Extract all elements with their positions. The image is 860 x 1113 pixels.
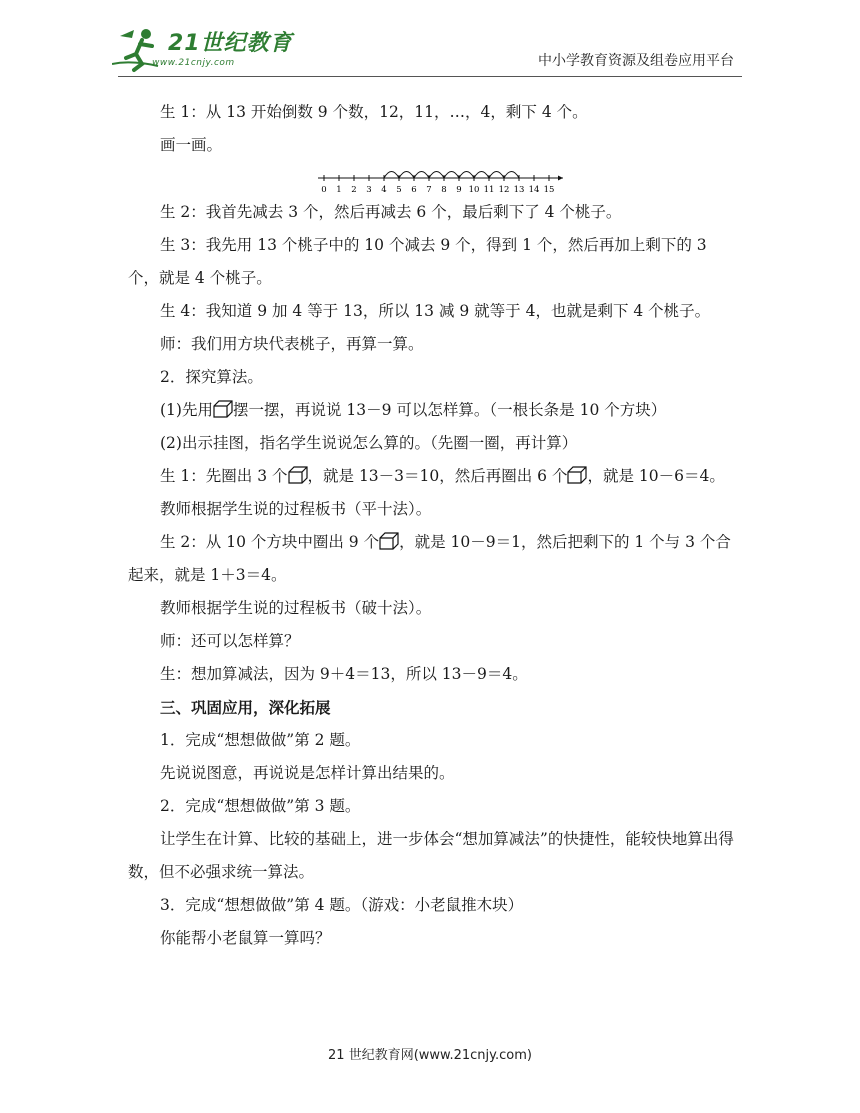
paragraph: 3．完成“想想做做”第 4 题。（游戏：小老鼠推木块）: [160, 896, 524, 914]
text-run: 摆一摆，再说说 13－9 可以怎样算。（一根长条是 10 个方块）: [232, 401, 667, 419]
text-run: ，就是 13－3＝10，然后再圈出 6 个: [307, 467, 568, 485]
cube-icon: [567, 466, 587, 484]
logo-url: www.21cnjy.com: [152, 58, 235, 68]
paragraph: 生 2：我首先减去 3 个，然后再减去 6 个，最后剩下了 4 个桃子。: [160, 203, 622, 221]
paragraph: 生 4：我知道 9 加 4 等于 13，所以 13 减 9 就等于 4，也就是剩下 4 个桃子。: [160, 302, 711, 320]
paragraph: 2．完成“想想做做”第 3 题。: [160, 797, 361, 815]
paragraph: 画一画。: [160, 136, 223, 154]
logo-text: 21世纪教育: [168, 31, 293, 56]
paragraph: 教师根据学生说的过程板书（平十法）。: [160, 500, 432, 518]
cube-icon: [288, 466, 308, 484]
number-line-tick-label: 5: [396, 185, 402, 194]
number-line-tick-label: 4: [381, 185, 387, 194]
text-run: (1)先用: [160, 401, 213, 419]
number-line-tick-label: 10: [468, 185, 480, 194]
cube-icon: [213, 400, 233, 418]
cube-icon: [379, 532, 399, 550]
paragraph: 生：想加算减法，因为 9＋4＝13，所以 13－9＝4。: [160, 665, 528, 683]
paragraph: 师：还可以怎样算？: [160, 632, 300, 650]
paragraph: [128, 460, 738, 493]
number-line-hop: [489, 172, 504, 179]
header-platform-title: 中小学教育资源及组卷应用平台: [538, 53, 734, 69]
number-line-tick-label: 9: [456, 185, 462, 194]
number-line-tick-label: 8: [441, 185, 447, 194]
section-heading: 三、巩固应用，深化拓展: [160, 698, 331, 717]
paragraph: 生 1：从 13 开始倒数 9 个数，12，11，…，4，剩下 4 个。: [160, 103, 588, 121]
document-body: [128, 96, 738, 955]
text-run: ，就是 10－6＝4。: [587, 467, 725, 485]
number-line-tick-label: 15: [543, 185, 555, 194]
paragraph: 让学生在计算、比较的基础上，进一步体会“想加算减法”的快捷性，能较快地算出得数，但不必强求统一算法。: [128, 830, 734, 881]
number-line-tick-label: 3: [366, 185, 372, 194]
number-line-tick-label: 1: [336, 185, 342, 194]
number-line-hop: [414, 172, 429, 179]
text-run: ，就是 10－9＝1，然后把剩下的 1 个与 3 个合起来，就是 1＋3＝4。: [128, 533, 731, 584]
number-line-tick-label: 11: [483, 185, 495, 194]
text-run: 生 2：从 10 个方块中圈出 9 个: [160, 533, 380, 551]
number-line: [318, 164, 568, 194]
number-line-figure: [128, 162, 738, 196]
number-line-hop: [459, 172, 474, 179]
number-line-tick-label: 12: [498, 185, 510, 194]
number-line-hop: [504, 172, 519, 179]
header-divider: [118, 76, 742, 77]
paragraph: 教师根据学生说的过程板书（破十法）。: [160, 599, 432, 617]
paragraph: [128, 526, 738, 592]
paragraph: 先说说图意，再说说是怎样计算出结果的。: [160, 764, 455, 782]
number-line-tick-label: 14: [528, 185, 540, 194]
paragraph: 生 3：我先用 13 个桃子中的 10 个减去 9 个，得到 1 个，然后再加上剩下的 3 个，就是 4 个桃子。: [128, 236, 707, 287]
paragraph: [128, 394, 738, 427]
number-line-tick-label: 7: [426, 185, 432, 194]
text-run: 生 1：先圈出 3 个: [160, 467, 288, 485]
page-footer: 21 世纪教育网(www.21cnjy.com): [328, 1048, 532, 1063]
number-line-hop: [444, 172, 459, 179]
number-line-hop: [399, 172, 414, 179]
number-line-hop: [474, 172, 489, 179]
paragraph: 师：我们用方块代表桃子，再算一算。: [160, 335, 424, 353]
number-line-hop: [429, 172, 444, 179]
paragraph: 2．探究算法。: [160, 368, 263, 386]
number-line-tick-label: 6: [411, 185, 417, 194]
number-line-hop: [384, 172, 399, 179]
paragraph: 你能帮小老鼠算一算吗？: [160, 929, 331, 947]
number-line-tick-label: 2: [351, 185, 357, 194]
number-line-arrow: [558, 176, 563, 181]
page-header: [0, 0, 860, 80]
number-line-tick-label: 0: [321, 185, 327, 194]
number-line-tick-label: 13: [513, 185, 525, 194]
paragraph: 1．完成“想想做做”第 2 题。: [160, 731, 361, 749]
paragraph: (2)出示挂图，指名学生说说怎么算的。（先圈一圈，再计算）: [160, 434, 578, 452]
